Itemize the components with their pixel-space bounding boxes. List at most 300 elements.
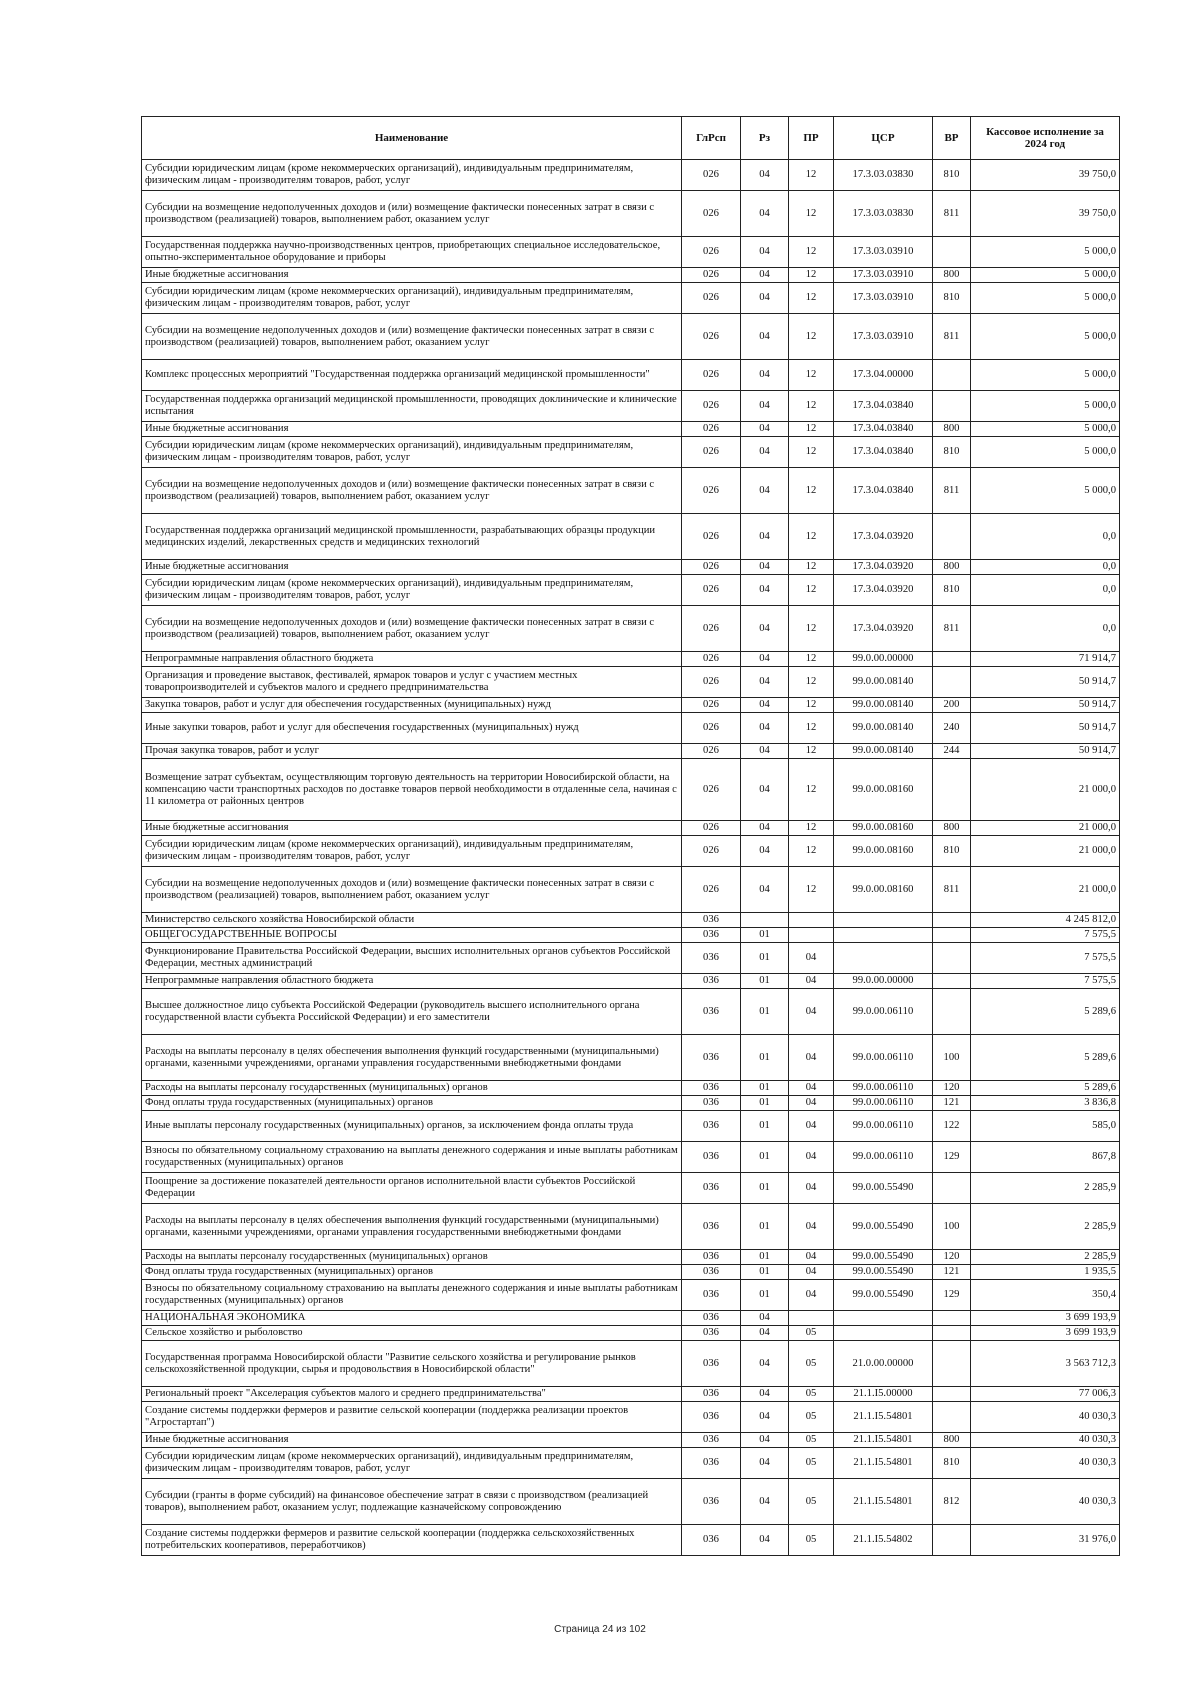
cell-vr: 121 bbox=[933, 1096, 971, 1111]
table-row bbox=[142, 713, 1120, 744]
budget-table-container bbox=[141, 116, 1119, 1556]
cell-pr: 04 bbox=[789, 1265, 834, 1280]
cell-vr: 810 bbox=[933, 836, 971, 867]
cell-vr: 811 bbox=[933, 191, 971, 237]
table-row bbox=[142, 514, 1120, 560]
cell-glrsp: 026 bbox=[682, 268, 741, 283]
cell-rz bbox=[741, 913, 789, 928]
table-row bbox=[142, 1387, 1120, 1402]
cell-pr: 04 bbox=[789, 1096, 834, 1111]
cell-rz: 01 bbox=[741, 943, 789, 974]
cell-name: ОБЩЕГОСУДАРСТВЕННЫЕ ВОПРОСЫ bbox=[142, 928, 682, 943]
cell-amount: 39 750,0 bbox=[971, 160, 1120, 191]
cell-pr: 05 bbox=[789, 1433, 834, 1448]
cell-name: Фонд оплаты труда государственных (муниципальных) органов bbox=[142, 1265, 682, 1280]
cell-pr: 12 bbox=[789, 713, 834, 744]
cell-amount: 5 000,0 bbox=[971, 237, 1120, 268]
cell-name: Субсидии юридическим лицам (кроме некоммерческих организаций), индивидуальным предпринимателям, физическим лицам - производителям товаров, работ, услуг bbox=[142, 575, 682, 606]
table-row bbox=[142, 560, 1120, 575]
cell-name: Региональный проект "Акселерация субъектов малого и среднего предпринимательства" bbox=[142, 1387, 682, 1402]
cell-rz: 01 bbox=[741, 1173, 789, 1204]
cell-rz: 01 bbox=[741, 989, 789, 1035]
cell-pr: 04 bbox=[789, 1081, 834, 1096]
cell-vr bbox=[933, 989, 971, 1035]
table-row bbox=[142, 1096, 1120, 1111]
cell-glrsp: 026 bbox=[682, 713, 741, 744]
cell-rz: 04 bbox=[741, 1387, 789, 1402]
cell-pr: 12 bbox=[789, 744, 834, 759]
cell-vr: 240 bbox=[933, 713, 971, 744]
cell-pr: 12 bbox=[789, 698, 834, 713]
cell-pr: 05 bbox=[789, 1387, 834, 1402]
cell-pr: 12 bbox=[789, 391, 834, 422]
table-row bbox=[142, 974, 1120, 989]
cell-amount: 3 699 193,9 bbox=[971, 1311, 1120, 1326]
cell-glrsp: 026 bbox=[682, 422, 741, 437]
cell-name: Организация и проведение выставок, фестивалей, ярмарок товаров и услуг с участием местных товаропроизводителей и субъектов малого и среднего предпринимательства bbox=[142, 667, 682, 698]
cell-rz: 01 bbox=[741, 928, 789, 943]
cell-csr: 99.0.00.08160 bbox=[834, 821, 933, 836]
cell-csr: 17.3.04.03920 bbox=[834, 514, 933, 560]
cell-pr: 12 bbox=[789, 360, 834, 391]
cell-vr bbox=[933, 913, 971, 928]
cell-amount: 5 000,0 bbox=[971, 422, 1120, 437]
cell-glrsp: 036 bbox=[682, 1448, 741, 1479]
cell-amount: 40 030,3 bbox=[971, 1479, 1120, 1525]
cell-vr: 244 bbox=[933, 744, 971, 759]
cell-rz: 04 bbox=[741, 1326, 789, 1341]
cell-csr: 17.3.03.03910 bbox=[834, 314, 933, 360]
cell-csr: 99.0.00.08140 bbox=[834, 744, 933, 759]
cell-name: Иные бюджетные ассигнования bbox=[142, 422, 682, 437]
cell-name: Поощрение за достижение показателей деятельности органов исполнительной власти субъектов Российской Федерации bbox=[142, 1173, 682, 1204]
table-row bbox=[142, 652, 1120, 667]
cell-csr: 17.3.04.03920 bbox=[834, 606, 933, 652]
cell-rz: 04 bbox=[741, 759, 789, 821]
cell-vr: 200 bbox=[933, 698, 971, 713]
cell-rz: 04 bbox=[741, 422, 789, 437]
cell-amount: 40 030,3 bbox=[971, 1402, 1120, 1433]
cell-amount: 5 000,0 bbox=[971, 468, 1120, 514]
cell-csr: 99.0.00.06110 bbox=[834, 1035, 933, 1081]
cell-amount: 585,0 bbox=[971, 1111, 1120, 1142]
cell-csr: 17.3.03.03910 bbox=[834, 237, 933, 268]
table-row bbox=[142, 989, 1120, 1035]
table-row bbox=[142, 391, 1120, 422]
cell-vr bbox=[933, 1326, 971, 1341]
cell-rz: 04 bbox=[741, 437, 789, 468]
cell-vr: 811 bbox=[933, 468, 971, 514]
cell-csr bbox=[834, 943, 933, 974]
cell-rz: 04 bbox=[741, 1311, 789, 1326]
cell-glrsp: 036 bbox=[682, 913, 741, 928]
cell-rz: 04 bbox=[741, 160, 789, 191]
cell-rz: 04 bbox=[741, 667, 789, 698]
cell-amount: 3 563 712,3 bbox=[971, 1341, 1120, 1387]
cell-vr: 810 bbox=[933, 1448, 971, 1479]
cell-rz: 04 bbox=[741, 1448, 789, 1479]
cell-pr: 12 bbox=[789, 191, 834, 237]
cell-glrsp: 026 bbox=[682, 191, 741, 237]
cell-rz: 04 bbox=[741, 468, 789, 514]
cell-name: Субсидии юридическим лицам (кроме некоммерческих организаций), индивидуальным предпринимателям, физическим лицам - производителям товаров, работ, услуг bbox=[142, 1448, 682, 1479]
cell-pr: 05 bbox=[789, 1448, 834, 1479]
table-row bbox=[142, 360, 1120, 391]
cell-amount: 39 750,0 bbox=[971, 191, 1120, 237]
cell-glrsp: 036 bbox=[682, 1204, 741, 1250]
cell-vr: 122 bbox=[933, 1111, 971, 1142]
cell-glrsp: 036 bbox=[682, 1433, 741, 1448]
table-row bbox=[142, 943, 1120, 974]
cell-name: Высшее должностное лицо субъекта Российской Федерации (руководитель высшего исполнительного органа государственной власти субъекта Российской Федерации) и его заместители bbox=[142, 989, 682, 1035]
cell-rz: 01 bbox=[741, 1111, 789, 1142]
cell-glrsp: 026 bbox=[682, 237, 741, 268]
cell-glrsp: 036 bbox=[682, 1280, 741, 1311]
cell-glrsp: 036 bbox=[682, 989, 741, 1035]
table-row bbox=[142, 759, 1120, 821]
cell-csr: 21.1.I5.54801 bbox=[834, 1433, 933, 1448]
table-row bbox=[142, 437, 1120, 468]
table-row bbox=[142, 913, 1120, 928]
cell-name: Субсидии юридическим лицам (кроме некоммерческих организаций), индивидуальным предпринимателям, физическим лицам - производителям товаров, работ, услуг bbox=[142, 836, 682, 867]
cell-csr: 21.1.I5.54801 bbox=[834, 1448, 933, 1479]
table-row bbox=[142, 1402, 1120, 1433]
cell-name: Иные выплаты персоналу государственных (муниципальных) органов, за исключением фонда оплаты труда bbox=[142, 1111, 682, 1142]
cell-name: Сельское хозяйство и рыболовство bbox=[142, 1326, 682, 1341]
header-amount: Кассовое исполнение за 2024 год bbox=[971, 117, 1120, 160]
cell-vr: 120 bbox=[933, 1250, 971, 1265]
cell-csr: 21.1.I5.54801 bbox=[834, 1402, 933, 1433]
cell-csr: 99.0.00.00000 bbox=[834, 652, 933, 667]
cell-glrsp: 036 bbox=[682, 943, 741, 974]
cell-vr bbox=[933, 943, 971, 974]
cell-vr bbox=[933, 1525, 971, 1556]
cell-name: Субсидии на возмещение недополученных доходов и (или) возмещение фактически понесенных затрат в связи с производством (реализацией) товаров, выполнением работ, оказанием услуг bbox=[142, 867, 682, 913]
table-row bbox=[142, 667, 1120, 698]
table-row bbox=[142, 191, 1120, 237]
cell-rz: 04 bbox=[741, 836, 789, 867]
table-row bbox=[142, 314, 1120, 360]
cell-pr: 12 bbox=[789, 821, 834, 836]
cell-amount: 5 289,6 bbox=[971, 989, 1120, 1035]
table-row bbox=[142, 1479, 1120, 1525]
cell-name: Фонд оплаты труда государственных (муниципальных) органов bbox=[142, 1096, 682, 1111]
cell-csr: 17.3.03.03910 bbox=[834, 268, 933, 283]
header-name: Наименование bbox=[142, 117, 682, 160]
header-rz: Рз bbox=[741, 117, 789, 160]
cell-amount: 4 245 812,0 bbox=[971, 913, 1120, 928]
cell-glrsp: 026 bbox=[682, 698, 741, 713]
cell-csr: 99.0.00.06110 bbox=[834, 989, 933, 1035]
cell-rz: 04 bbox=[741, 191, 789, 237]
cell-name: Комплекс процессных мероприятий "Государственная поддержка организаций медицинской промышленности" bbox=[142, 360, 682, 391]
cell-vr: 100 bbox=[933, 1035, 971, 1081]
cell-pr: 12 bbox=[789, 759, 834, 821]
cell-vr: 800 bbox=[933, 560, 971, 575]
cell-csr: 99.0.00.55490 bbox=[834, 1250, 933, 1265]
cell-vr bbox=[933, 237, 971, 268]
cell-csr: 17.3.04.03840 bbox=[834, 391, 933, 422]
cell-vr: 800 bbox=[933, 1433, 971, 1448]
cell-csr: 17.3.04.03920 bbox=[834, 560, 933, 575]
header-csr: ЦСР bbox=[834, 117, 933, 160]
cell-glrsp: 036 bbox=[682, 1081, 741, 1096]
cell-name: Расходы на выплаты персоналу государственных (муниципальных) органов bbox=[142, 1081, 682, 1096]
page-footer: Страница 24 из 102 bbox=[554, 1624, 646, 1635]
cell-rz: 01 bbox=[741, 1265, 789, 1280]
table-row bbox=[142, 1311, 1120, 1326]
cell-rz: 04 bbox=[741, 391, 789, 422]
cell-glrsp: 026 bbox=[682, 652, 741, 667]
cell-glrsp: 036 bbox=[682, 1111, 741, 1142]
cell-glrsp: 036 bbox=[682, 974, 741, 989]
cell-pr: 12 bbox=[789, 606, 834, 652]
cell-pr: 12 bbox=[789, 560, 834, 575]
budget-table bbox=[141, 116, 1120, 1556]
cell-vr: 800 bbox=[933, 821, 971, 836]
cell-name: Создание системы поддержки фермеров и развитие сельской кооперации (поддержка сельскохозяйственных потребительских кооперативов, переработчиков) bbox=[142, 1525, 682, 1556]
cell-name: Создание системы поддержки фермеров и развитие сельской кооперации (поддержка реализации проектов "Агростартап") bbox=[142, 1402, 682, 1433]
cell-amount: 50 914,7 bbox=[971, 667, 1120, 698]
cell-csr: 99.0.00.08160 bbox=[834, 836, 933, 867]
cell-glrsp: 036 bbox=[682, 1250, 741, 1265]
cell-name: НАЦИОНАЛЬНАЯ ЭКОНОМИКА bbox=[142, 1311, 682, 1326]
cell-pr: 12 bbox=[789, 237, 834, 268]
cell-pr: 12 bbox=[789, 268, 834, 283]
cell-csr: 99.0.00.08140 bbox=[834, 667, 933, 698]
cell-csr: 99.0.00.06110 bbox=[834, 1096, 933, 1111]
cell-amount: 5 289,6 bbox=[971, 1081, 1120, 1096]
cell-amount: 5 000,0 bbox=[971, 314, 1120, 360]
cell-amount: 0,0 bbox=[971, 606, 1120, 652]
cell-rz: 01 bbox=[741, 1035, 789, 1081]
cell-vr: 810 bbox=[933, 283, 971, 314]
cell-vr: 800 bbox=[933, 422, 971, 437]
cell-amount: 350,4 bbox=[971, 1280, 1120, 1311]
cell-vr bbox=[933, 974, 971, 989]
cell-csr: 17.3.03.03910 bbox=[834, 283, 933, 314]
table-row bbox=[142, 575, 1120, 606]
table-row bbox=[142, 1035, 1120, 1081]
cell-vr bbox=[933, 1341, 971, 1387]
cell-csr: 17.3.03.03830 bbox=[834, 191, 933, 237]
cell-csr bbox=[834, 1326, 933, 1341]
cell-glrsp: 036 bbox=[682, 1142, 741, 1173]
cell-pr: 12 bbox=[789, 667, 834, 698]
cell-name: Государственная поддержка организаций медицинской промышленности, проводящих доклинические и клинические испытания bbox=[142, 391, 682, 422]
cell-csr: 17.3.04.03840 bbox=[834, 422, 933, 437]
cell-amount: 0,0 bbox=[971, 560, 1120, 575]
cell-rz: 04 bbox=[741, 560, 789, 575]
cell-vr: 120 bbox=[933, 1081, 971, 1096]
cell-vr bbox=[933, 928, 971, 943]
table-row bbox=[142, 237, 1120, 268]
cell-name: Субсидии на возмещение недополученных доходов и (или) возмещение фактически понесенных затрат в связи с производством (реализацией) товаров, выполнением работ, оказанием услуг bbox=[142, 191, 682, 237]
cell-rz: 04 bbox=[741, 1433, 789, 1448]
cell-rz: 04 bbox=[741, 1525, 789, 1556]
cell-rz: 01 bbox=[741, 1081, 789, 1096]
cell-pr: 12 bbox=[789, 437, 834, 468]
cell-vr: 129 bbox=[933, 1142, 971, 1173]
cell-rz: 04 bbox=[741, 1479, 789, 1525]
cell-name: Иные бюджетные ассигнования bbox=[142, 560, 682, 575]
table-row bbox=[142, 606, 1120, 652]
cell-pr: 05 bbox=[789, 1341, 834, 1387]
cell-pr: 04 bbox=[789, 1035, 834, 1081]
header-glrsp: ГлРсп bbox=[682, 117, 741, 160]
cell-glrsp: 026 bbox=[682, 606, 741, 652]
cell-name: Субсидии юридическим лицам (кроме некоммерческих организаций), индивидуальным предпринимателям, физическим лицам - производителям товаров, работ, услуг bbox=[142, 437, 682, 468]
cell-amount: 21 000,0 bbox=[971, 821, 1120, 836]
cell-glrsp: 026 bbox=[682, 437, 741, 468]
cell-amount: 0,0 bbox=[971, 575, 1120, 606]
cell-name: Государственная поддержка научно-производственных центров, приобретающих специальное исследовательское, опытно-экспериментальное оборудование и приборы bbox=[142, 237, 682, 268]
cell-glrsp: 026 bbox=[682, 759, 741, 821]
cell-csr: 99.0.00.00000 bbox=[834, 974, 933, 989]
cell-name: Взносы по обязательному социальному страхованию на выплаты денежного содержания и иные выплаты работникам государственных (муниципальных) органов bbox=[142, 1280, 682, 1311]
cell-glrsp: 036 bbox=[682, 1341, 741, 1387]
cell-csr: 21.0.00.00000 bbox=[834, 1341, 933, 1387]
cell-name: Субсидии на возмещение недополученных доходов и (или) возмещение фактически понесенных затрат в связи с производством (реализацией) товаров, выполнением работ, оказанием услуг bbox=[142, 606, 682, 652]
cell-vr: 811 bbox=[933, 867, 971, 913]
cell-glrsp: 026 bbox=[682, 744, 741, 759]
cell-vr: 129 bbox=[933, 1280, 971, 1311]
cell-pr: 04 bbox=[789, 1250, 834, 1265]
cell-glrsp: 036 bbox=[682, 1311, 741, 1326]
cell-csr: 17.3.03.03830 bbox=[834, 160, 933, 191]
cell-amount: 21 000,0 bbox=[971, 759, 1120, 821]
cell-pr: 04 bbox=[789, 989, 834, 1035]
cell-csr: 99.0.00.06110 bbox=[834, 1142, 933, 1173]
cell-vr bbox=[933, 667, 971, 698]
cell-amount: 21 000,0 bbox=[971, 836, 1120, 867]
cell-csr: 17.3.04.03840 bbox=[834, 468, 933, 514]
cell-name: Расходы на выплаты персоналу государственных (муниципальных) органов bbox=[142, 1250, 682, 1265]
cell-rz: 01 bbox=[741, 1280, 789, 1311]
cell-rz: 04 bbox=[741, 268, 789, 283]
cell-pr: 12 bbox=[789, 836, 834, 867]
cell-pr: 12 bbox=[789, 283, 834, 314]
cell-name: Расходы на выплаты персоналу в целях обеспечения выполнения функций государственными (муниципальными) органами, казенными учреждениями, органами управления государственными внебюджетными фондами bbox=[142, 1204, 682, 1250]
cell-amount: 2 285,9 bbox=[971, 1250, 1120, 1265]
cell-vr: 810 bbox=[933, 575, 971, 606]
table-row bbox=[142, 1280, 1120, 1311]
cell-csr: 99.0.00.08140 bbox=[834, 713, 933, 744]
cell-name: Иные бюджетные ассигнования bbox=[142, 821, 682, 836]
cell-rz: 04 bbox=[741, 867, 789, 913]
cell-csr: 17.3.04.00000 bbox=[834, 360, 933, 391]
cell-vr: 810 bbox=[933, 160, 971, 191]
cell-csr bbox=[834, 928, 933, 943]
table-row bbox=[142, 422, 1120, 437]
table-row bbox=[142, 1173, 1120, 1204]
table-row bbox=[142, 1433, 1120, 1448]
cell-name: Непрограммные направления областного бюджета bbox=[142, 652, 682, 667]
table-row bbox=[142, 698, 1120, 713]
cell-name: Государственная программа Новосибирской области "Развитие сельского хозяйства и регулирование рынков сельскохозяйственной продукции, сырья и продовольствия в Новосибирской области" bbox=[142, 1341, 682, 1387]
table-row bbox=[142, 1448, 1120, 1479]
cell-amount: 2 285,9 bbox=[971, 1173, 1120, 1204]
table-body bbox=[142, 160, 1120, 1556]
cell-csr: 99.0.00.08160 bbox=[834, 867, 933, 913]
cell-csr: 99.0.00.08160 bbox=[834, 759, 933, 821]
cell-pr bbox=[789, 928, 834, 943]
cell-vr bbox=[933, 759, 971, 821]
cell-pr: 12 bbox=[789, 160, 834, 191]
table-row bbox=[142, 744, 1120, 759]
cell-amount: 2 285,9 bbox=[971, 1204, 1120, 1250]
table-row bbox=[142, 1250, 1120, 1265]
cell-amount: 31 976,0 bbox=[971, 1525, 1120, 1556]
cell-csr bbox=[834, 913, 933, 928]
cell-glrsp: 026 bbox=[682, 314, 741, 360]
cell-amount: 1 935,5 bbox=[971, 1265, 1120, 1280]
cell-name: Субсидии юридическим лицам (кроме некоммерческих организаций), индивидуальным предпринимателям, физическим лицам - производителям товаров, работ, услуг bbox=[142, 160, 682, 191]
header-vr: ВР bbox=[933, 117, 971, 160]
header-row bbox=[142, 117, 1120, 160]
cell-rz: 04 bbox=[741, 652, 789, 667]
cell-vr bbox=[933, 1387, 971, 1402]
cell-pr: 12 bbox=[789, 575, 834, 606]
cell-rz: 04 bbox=[741, 360, 789, 391]
table-row bbox=[142, 1142, 1120, 1173]
cell-glrsp: 026 bbox=[682, 283, 741, 314]
cell-amount: 50 914,7 bbox=[971, 698, 1120, 713]
cell-glrsp: 036 bbox=[682, 928, 741, 943]
cell-pr: 05 bbox=[789, 1525, 834, 1556]
cell-pr: 04 bbox=[789, 1142, 834, 1173]
cell-glrsp: 036 bbox=[682, 1525, 741, 1556]
cell-pr: 04 bbox=[789, 1280, 834, 1311]
cell-pr: 05 bbox=[789, 1479, 834, 1525]
cell-glrsp: 036 bbox=[682, 1096, 741, 1111]
cell-amount: 0,0 bbox=[971, 514, 1120, 560]
cell-name: Государственная поддержка организаций медицинской промышленности, разрабатывающих образцы продукции медицинских изделий, лекарственных средств и медицинских технологий bbox=[142, 514, 682, 560]
cell-amount: 5 000,0 bbox=[971, 268, 1120, 283]
table-row bbox=[142, 867, 1120, 913]
cell-pr: 04 bbox=[789, 1204, 834, 1250]
header-pr: ПР bbox=[789, 117, 834, 160]
cell-glrsp: 036 bbox=[682, 1479, 741, 1525]
cell-glrsp: 026 bbox=[682, 468, 741, 514]
cell-name: Субсидии юридическим лицам (кроме некоммерческих организаций), индивидуальным предпринимателям, физическим лицам - производителям товаров, работ, услуг bbox=[142, 283, 682, 314]
cell-rz: 04 bbox=[741, 606, 789, 652]
cell-glrsp: 036 bbox=[682, 1035, 741, 1081]
cell-csr: 99.0.00.55490 bbox=[834, 1280, 933, 1311]
cell-glrsp: 026 bbox=[682, 667, 741, 698]
cell-name: Взносы по обязательному социальному страхованию на выплаты денежного содержания и иные выплаты работникам государственных (муниципальных) органов bbox=[142, 1142, 682, 1173]
cell-glrsp: 026 bbox=[682, 514, 741, 560]
cell-rz: 04 bbox=[741, 283, 789, 314]
cell-glrsp: 026 bbox=[682, 575, 741, 606]
table-row bbox=[142, 1341, 1120, 1387]
table-row bbox=[142, 1265, 1120, 1280]
cell-pr: 05 bbox=[789, 1402, 834, 1433]
cell-glrsp: 036 bbox=[682, 1326, 741, 1341]
cell-glrsp: 036 bbox=[682, 1173, 741, 1204]
cell-rz: 04 bbox=[741, 713, 789, 744]
cell-pr: 12 bbox=[789, 422, 834, 437]
table-row bbox=[142, 1326, 1120, 1341]
cell-pr: 05 bbox=[789, 1326, 834, 1341]
cell-pr: 12 bbox=[789, 867, 834, 913]
cell-name: Министерство сельского хозяйства Новосибирской области bbox=[142, 913, 682, 928]
cell-name: Возмещение затрат субъектам, осуществляющим торговую деятельность на территории Новосибирской области, на компенсацию части транспортных расходов по доставке товаров первой необходимости в отдаленные села, начиная с 11 километра от районных центров bbox=[142, 759, 682, 821]
cell-csr: 99.0.00.06110 bbox=[834, 1111, 933, 1142]
cell-pr bbox=[789, 913, 834, 928]
cell-csr bbox=[834, 1311, 933, 1326]
table-row bbox=[142, 928, 1120, 943]
